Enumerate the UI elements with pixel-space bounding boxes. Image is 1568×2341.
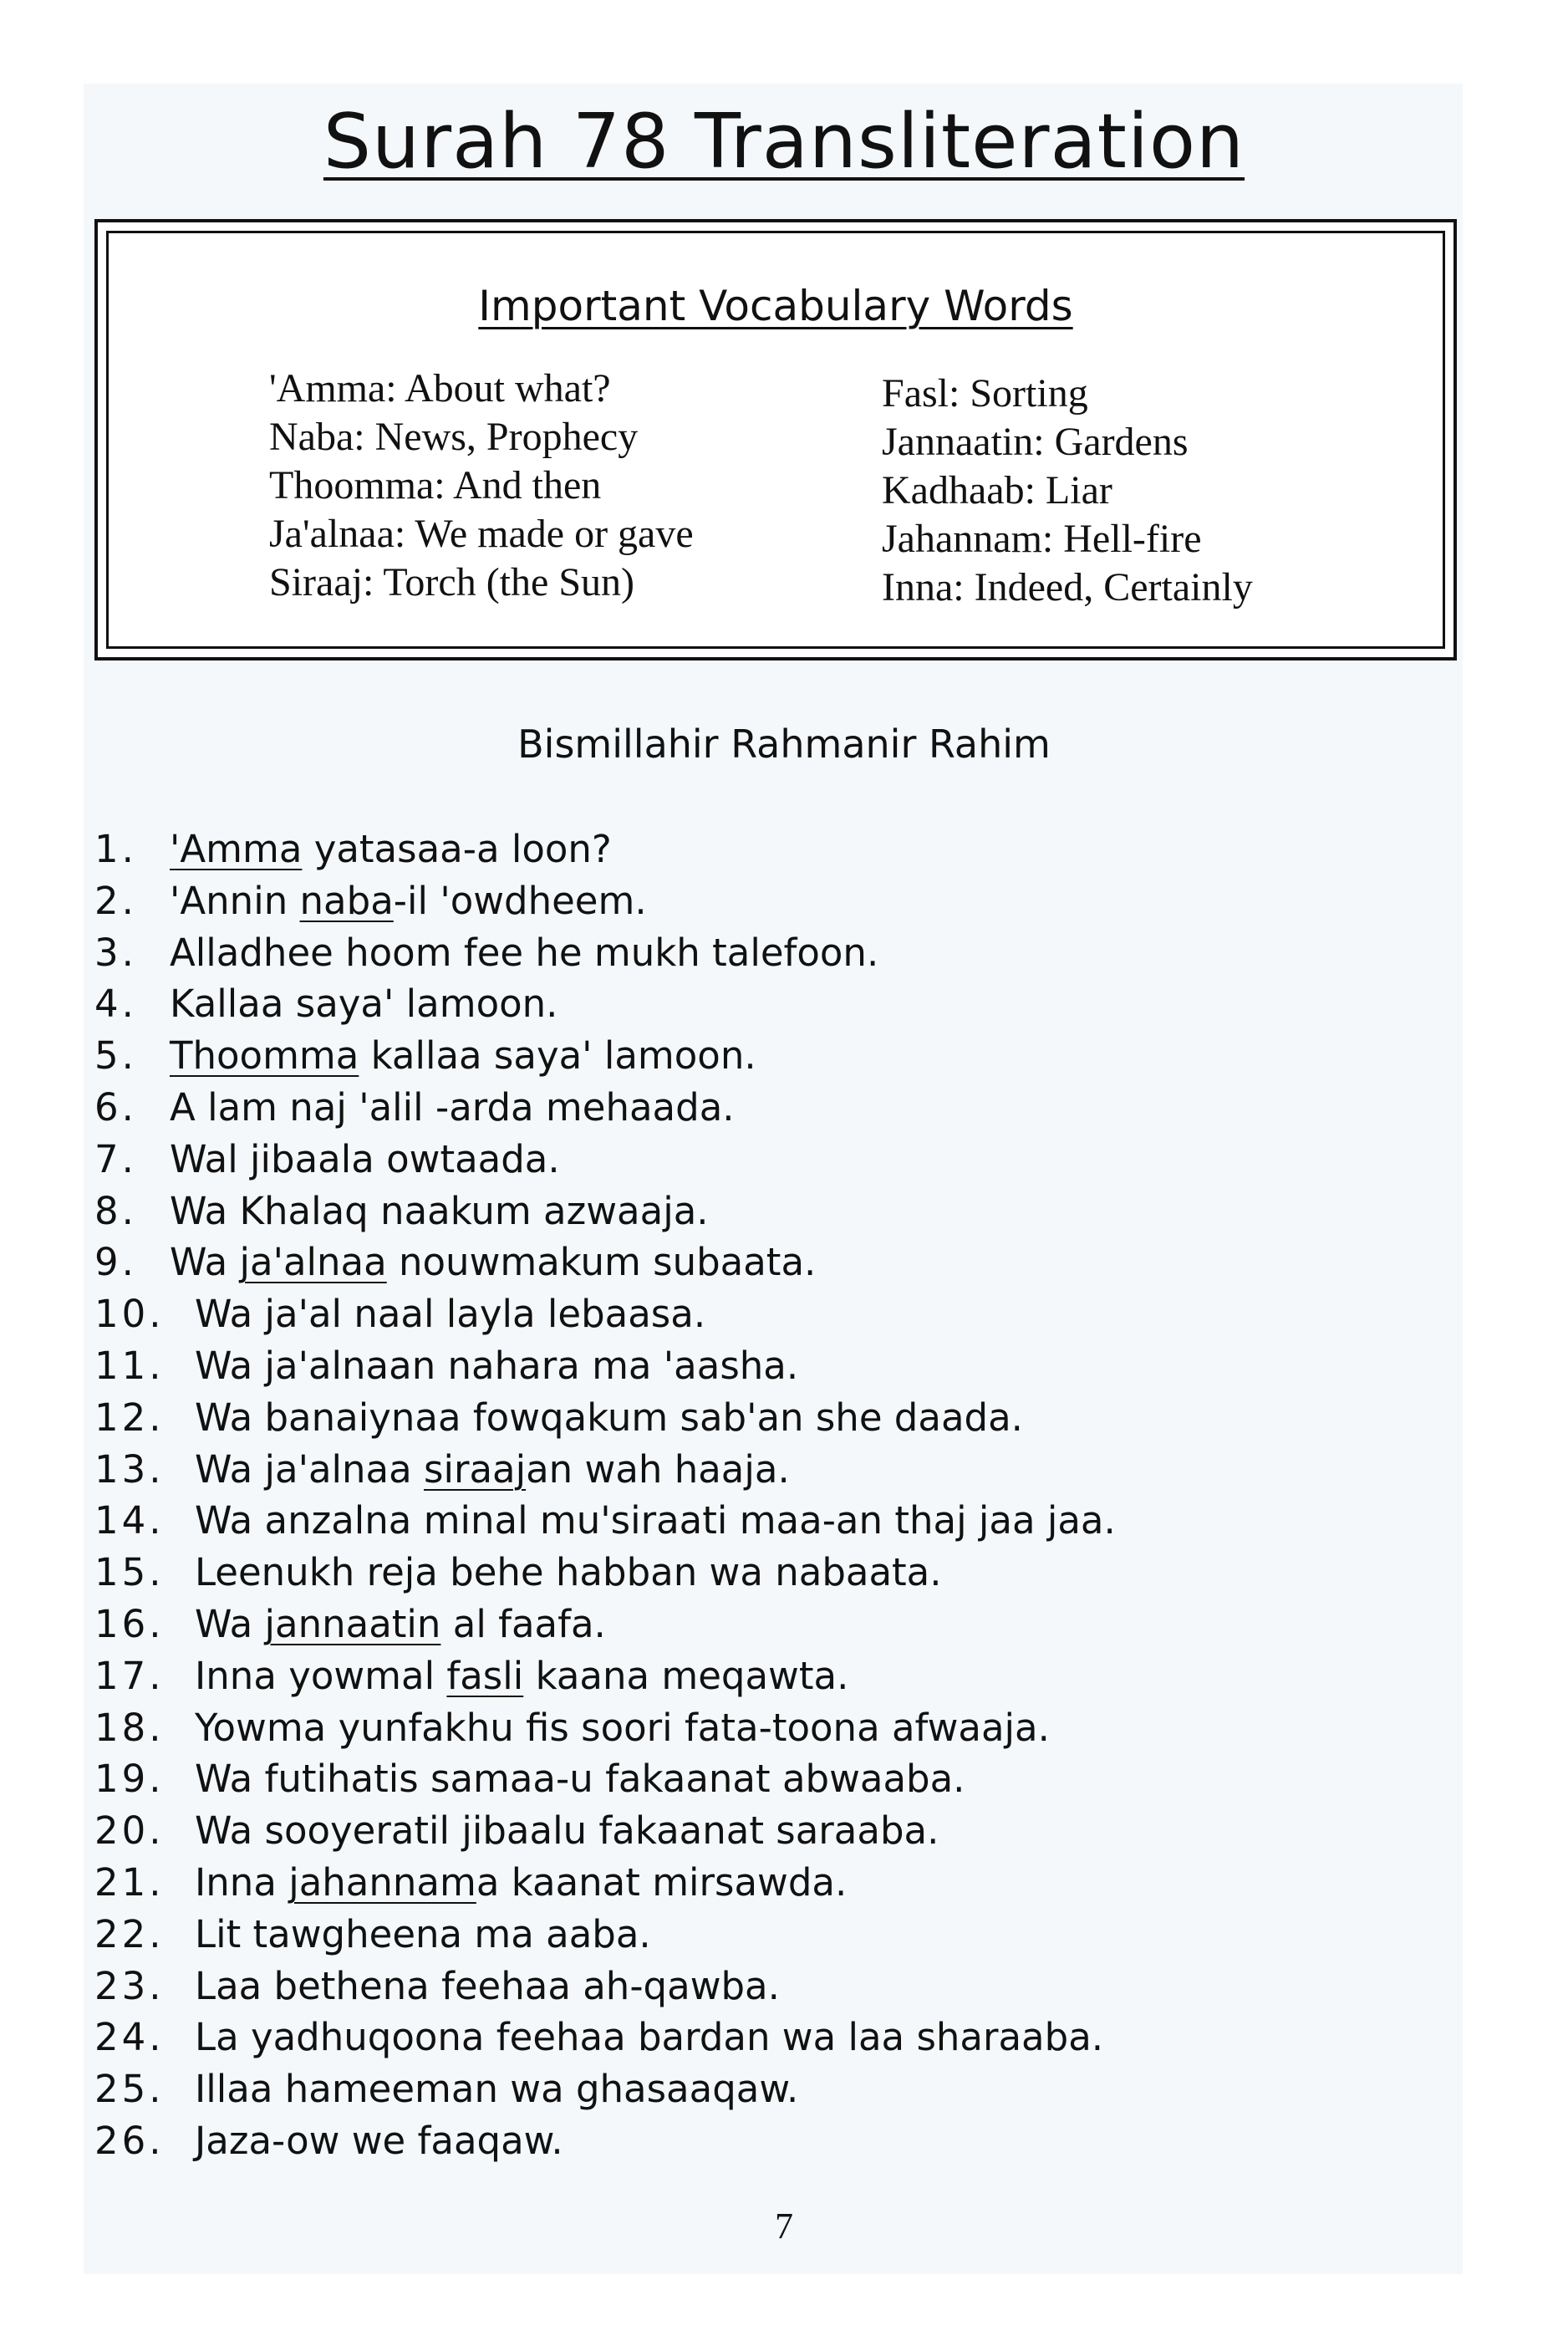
verse-text: Wa: [195, 1601, 265, 1646]
verse-line: [94, 1444, 1116, 1496]
verse-text: kallaa saya' lamoon.: [359, 1033, 756, 1079]
verse-number: 23.: [94, 1963, 165, 2008]
verse-list: [94, 824, 1116, 2167]
verse-number: 4.: [94, 982, 137, 1027]
verse-text: Wa ja'alnaa: [195, 1446, 424, 1492]
verse-vocabulary-word: ja'alnaa: [239, 1240, 387, 1285]
verse-text: A lam naj 'alil -arda mehaada.: [170, 1084, 735, 1130]
verse-text: Illaa hameeman wa ghasaaqaw.: [195, 2067, 799, 2112]
vocabulary-list-left: [269, 365, 694, 607]
verse-text: -il 'owdheem.: [393, 878, 647, 923]
vocabulary-item: Thoomma: And then: [269, 463, 602, 507]
verse-line: [94, 1702, 1116, 1754]
verse-line: [94, 1134, 1116, 1186]
verse-number: 17.: [94, 1653, 165, 1698]
verse-text: Wa ja'al naal layla lebaasa.: [195, 1292, 706, 1337]
verse-line: [94, 1495, 1116, 1547]
verse-number: 19.: [94, 1757, 165, 1802]
verse-text: Kallaa saya' lamoon.: [170, 982, 558, 1027]
verse-line: [94, 1082, 1116, 1134]
verse-text: Inna: [195, 1859, 289, 1905]
verse-number: 13.: [94, 1446, 165, 1492]
verse-number: 6.: [94, 1084, 137, 1130]
verse-line: [94, 978, 1116, 1030]
verse-text: an wah haaja.: [526, 1446, 790, 1492]
verse-vocabulary-word: naba: [299, 878, 394, 923]
verse-vocabulary-word: siraaj: [424, 1446, 527, 1492]
verse-vocabulary-word: 'Amma: [170, 827, 303, 871]
verse-number: 3.: [94, 930, 137, 975]
verse-text: Inna yowmal: [195, 1653, 447, 1698]
vocabulary-item: 'Amma: About what?: [269, 366, 611, 411]
verse-number: 5.: [94, 1033, 137, 1079]
verse-number: 11.: [94, 1343, 165, 1388]
verse-line: [94, 2012, 1116, 2063]
verse-line: [94, 1288, 1116, 1340]
verse-line: [94, 1909, 1116, 1961]
verse-number: 14.: [94, 1498, 165, 1543]
vocabulary-item: Siraaj: Torch (the Sun): [269, 560, 634, 604]
verse-number: 1.: [94, 827, 137, 871]
verse-text: al faafa.: [440, 1601, 606, 1646]
vocabulary-item: Ja'alnaa: We made or gave: [269, 512, 694, 556]
verse-text: Wa ja'alnaan nahara ma 'aasha.: [195, 1343, 799, 1388]
vocabulary-item: Fasl: Sorting: [882, 371, 1088, 416]
verse-vocabulary-word: Thoomma: [170, 1033, 359, 1079]
verse-text: Wa sooyeratil jibaalu fakaanat saraaba.: [195, 1808, 939, 1854]
verse-number: 10.: [94, 1292, 165, 1337]
verse-text: Wal jibaala owtaada.: [170, 1136, 560, 1181]
verse-text: Alladhee hoom fee he mukh talefoon.: [170, 930, 879, 975]
verse-number: 18.: [94, 1705, 165, 1750]
verse-line: [94, 1753, 1116, 1805]
verse-text: Wa Khalaq naakum azwaaja.: [170, 1188, 709, 1233]
verse-number: 12.: [94, 1395, 165, 1440]
verse-text: kaana meqawta.: [523, 1653, 849, 1698]
verse-text: Wa: [170, 1240, 240, 1285]
verse-line: [94, 927, 1116, 979]
verse-text: Lit tawgheena ma aaba.: [195, 1911, 651, 1956]
verse-line: [94, 824, 1116, 875]
verse-text: Leenukh reja behe habban wa nabaata.: [195, 1550, 942, 1595]
verse-text: La yadhuqoona feehaa bardan wa laa sharaaba.: [195, 2015, 1104, 2060]
verse-number: 26.: [94, 2118, 165, 2163]
verse-number: 2.: [94, 878, 137, 923]
verse-text: nouwmakum subaata.: [386, 1240, 817, 1285]
verse-line: [94, 2063, 1116, 2115]
verse-number: 16.: [94, 1601, 165, 1646]
vocabulary-heading: Important Vocabulary Words: [478, 282, 1073, 330]
verse-line: [94, 1237, 1116, 1288]
vocabulary-item: Inna: Indeed, Certainly: [882, 565, 1253, 609]
verse-text: 'Annin: [170, 878, 300, 923]
verse-text: Laa bethena feehaa ah-qawba.: [195, 1963, 780, 2008]
verse-number: 21.: [94, 1859, 165, 1905]
verse-text: yatasaa-a loon?: [302, 827, 612, 871]
verse-number: 15.: [94, 1550, 165, 1595]
verse-line: [94, 1340, 1116, 1392]
vocabulary-item: Jahannam: Hell-fire: [882, 517, 1202, 561]
verse-number: 7.: [94, 1136, 137, 1181]
verse-vocabulary-word: jannaatin: [264, 1601, 441, 1646]
verse-line: [94, 2115, 1116, 2167]
verse-number: 25.: [94, 2067, 165, 2112]
verse-number: 20.: [94, 1808, 165, 1854]
verse-line: [94, 1392, 1116, 1444]
verse-text: Wa futihatis samaa-u fakaanat abwaaba.: [195, 1757, 965, 1802]
verse-text: Jaza-ow we faaqaw.: [195, 2118, 563, 2163]
verse-text: Wa banaiynaa fowqakum sab'an she daada.: [195, 1395, 1023, 1440]
verse-text: a kaanat mirsawda.: [476, 1859, 848, 1905]
vocabulary-item: Naba: News, Prophecy: [269, 415, 639, 459]
vocabulary-box: [94, 219, 1457, 660]
verse-line: [94, 875, 1116, 927]
verse-line: [94, 1961, 1116, 2012]
verse-line: [94, 1030, 1116, 1082]
verse-text: Wa anzalna minal mu'siraati maa-an thaj jaa jaa.: [195, 1498, 1116, 1543]
vocabulary-item: Kadhaab: Liar: [882, 468, 1112, 513]
verse-vocabulary-word: jahannam: [288, 1859, 476, 1905]
verse-line: [94, 1599, 1116, 1650]
verse-number: 9.: [94, 1240, 137, 1285]
verse-line: [94, 1650, 1116, 1702]
verse-line: [94, 1547, 1116, 1599]
verse-line: [94, 1857, 1116, 1909]
verse-line: [94, 1805, 1116, 1857]
basmala-heading: Bismillahir Rahmanir Rahim: [517, 722, 1051, 767]
page-title: Surah 78 Transliteration: [323, 98, 1245, 186]
verse-vocabulary-word: fasli: [446, 1653, 524, 1698]
vocabulary-item: Jannaatin: Gardens: [882, 420, 1189, 464]
verse-number: 8.: [94, 1188, 137, 1233]
verse-text: Yowma yunfakhu fis soori fata-toona afwaaja.: [195, 1705, 1050, 1750]
vocabulary-list-right: [882, 370, 1253, 612]
verse-number: 22.: [94, 1911, 165, 1956]
page-number: 7: [775, 2206, 793, 2247]
verse-line: [94, 1186, 1116, 1237]
verse-number: 24.: [94, 2015, 165, 2060]
